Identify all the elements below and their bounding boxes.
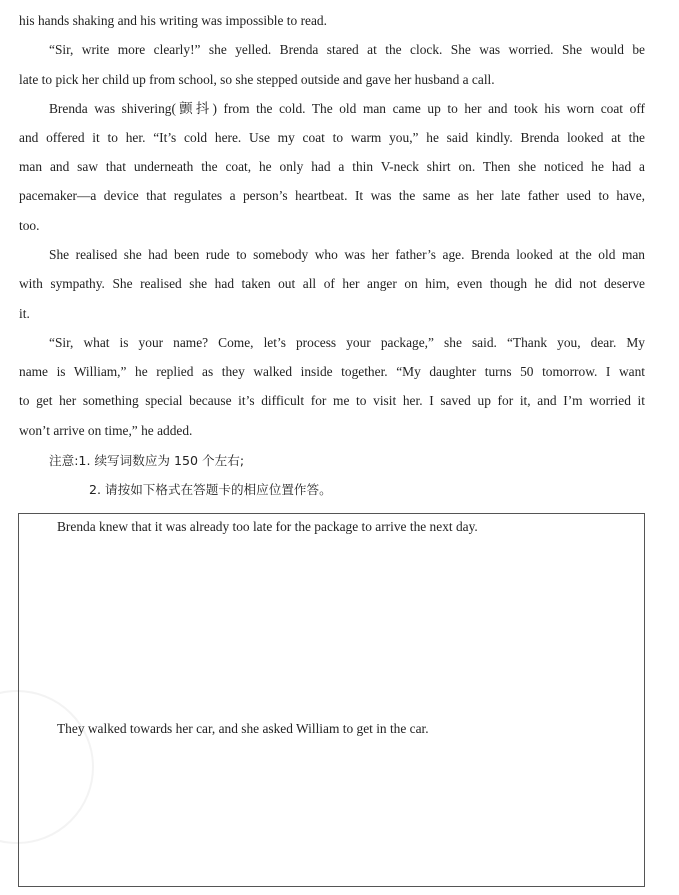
passage-line: with sympathy. She realised she had taken out all of her anger on him, even though he did not deserve [19, 276, 645, 291]
passage-line: late to pick her child up from school, so she stepped outside and gave her husband a call. [19, 72, 495, 87]
opening-sentence-paragraph-1: Brenda knew that it was already too late for the package to arrive the next day. [57, 519, 478, 534]
passage-line: won’t arrive on time,” he added. [19, 423, 193, 438]
passage-line: man and saw that underneath the coat, he only had a thin V-neck shirt on. Then she noticed he had a [19, 159, 645, 174]
passage-line: “Sir, what is your name? Come, let’s process your package,” she said. “Thank you, dear. My [49, 335, 645, 350]
passage-line: “Sir, write more clearly!” she yelled. Brenda stared at the clock. She was worried. She would be [49, 42, 645, 57]
opening-sentence-paragraph-2: They walked towards her car, and she asked William to get in the car. [57, 721, 429, 736]
passage-line: She realised she had been rude to somebody who was her father’s age. Brenda looked at the old man [49, 247, 645, 262]
passage-line: and offered it to her. “It’s cold here. Use my coat to warm you,” he said kindly. Brenda looked at the [19, 130, 645, 145]
passage-line: to get her something special because it’s difficult for me to visit her. I saved up for it, and I’m worried it [19, 393, 645, 408]
passage-line: it. [19, 306, 30, 321]
note-answer-format: 2. 请按如下格式在答题卡的相应位置作答。 [89, 482, 332, 497]
passage-line: too. [19, 218, 40, 233]
note-word-count: 注意:1. 续写词数应为 150 个左右; [49, 453, 245, 468]
passage-line: pacemaker—a device that regulates a person’s heartbeat. It was the same as her late father used to have, [19, 188, 645, 203]
passage-line: his hands shaking and his writing was impossible to read. [19, 13, 327, 28]
passage-line: Brenda was shivering(颤抖) from the cold. The old man came up to her and took his worn coat off [49, 101, 645, 116]
answer-box [18, 513, 645, 887]
passage-line: name is William,” he replied as they walked inside together. “My daughter turns 50 tomorrow. I want [19, 364, 645, 379]
